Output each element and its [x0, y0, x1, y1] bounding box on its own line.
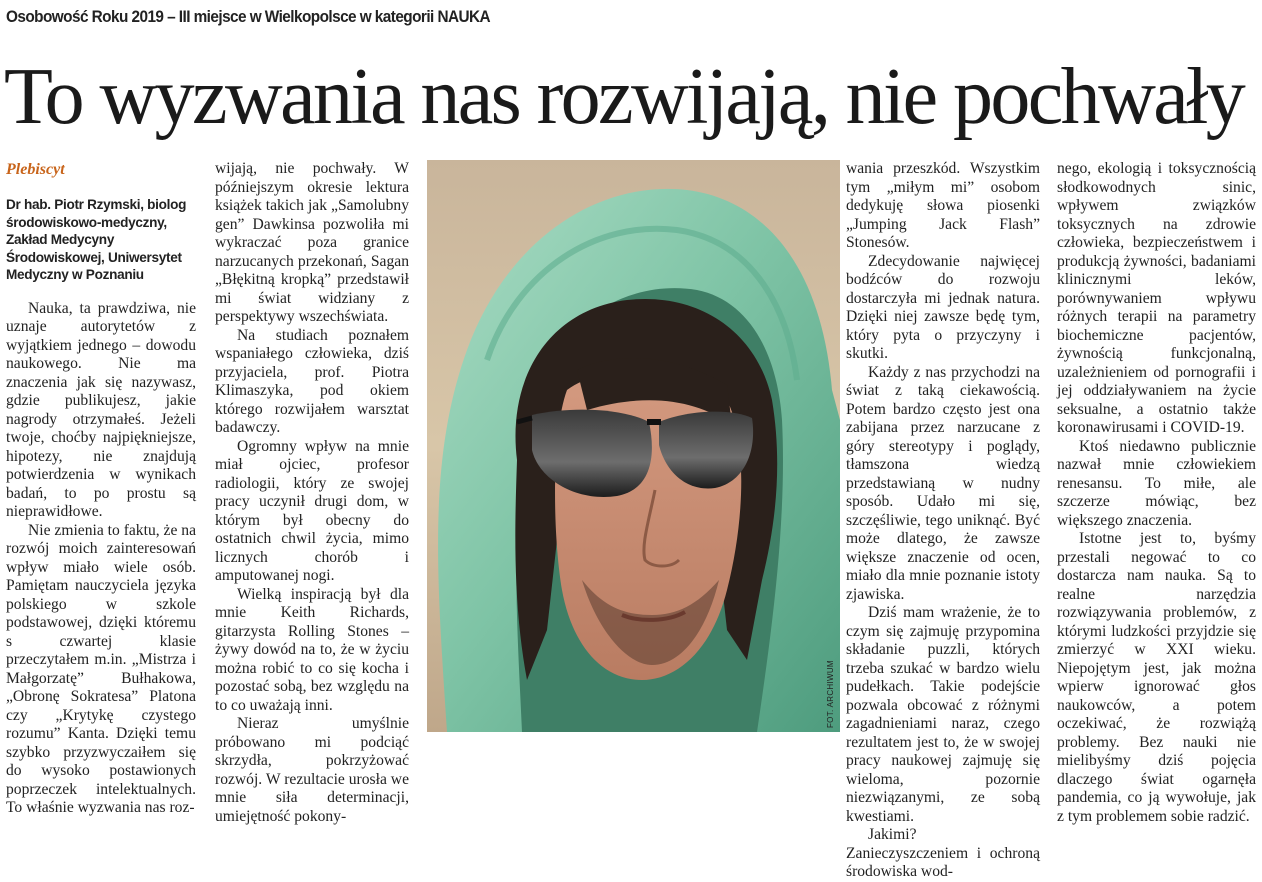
paragraph: Istotne jest to, byśmy przestali negować to co dostarcza nam nauka. Są to realne narzędzia rozwiązywania problemów, z którymi ludzkości przyjdzie się zmierzyć w XXI wieku. Niepojętym jest, jak można wpierw ignorować głos naukowców, a potem oczekiwać, że rozwiążą problemy. Bez nauki nie mielibyśmy dziś pojęcia dlaczego świat ogarnęła pandemia, co ją wywołuje, jak z tym problemem sobie radzić. [1057, 530, 1256, 825]
paragraph: Ogromny wpływ na mnie miał ojciec, profesor radiologii, który ze swojej pracy uczynił drugi dom, w którym był obecny do ostatnich chwil życia, mimo licznych chorób i amputowanej nogi. [215, 437, 409, 584]
portrait-photo [427, 160, 840, 732]
kicker-line: Osobowość Roku 2019 – III miejsce w Wielkopolsce w kategorii NAUKA [6, 8, 491, 26]
paragraph: Zdecydowanie najwięcej bodźców do rozwoju dostarczyła mi jednak natura. Dzięki niej zawsze będę tym, który pyta o przyczyny i skutki. [846, 252, 1040, 362]
paragraph: Każdy z nas przychodzi na świat z taką ciekawością. Potem bardzo często jest ona zabijana przez narzucane z góry stereotypy i poglądy, tłamszona wiedzą przedstawianą w nudny sposób. Udało mi się, szczęśliwie, tego uniknąć. Być może dlatego, że zawsze większe znaczenie od ocen, miało dla mnie poznanie istoty zjawiska. [846, 363, 1040, 603]
paragraph: wijają, nie pochwały. W późniejszym okresie lektura książek takich jak „Samolubny gen” Dawkinsa pozwoliła mi wykraczać poza granice narzucanych przekonań, Sagan „Błękitną kropką” przedstawił mi świat widziany z perspektywy wszechświata. [215, 160, 409, 325]
paragraph: Na studiach poznałem wspaniałego człowieka, dziś przyjaciela, prof. Piotra Klimaszyka, pod okiem którego rozwijałem warsztat badawczy. [215, 326, 409, 436]
author-byline: Dr hab. Piotr Rzymski, biolog środowiskowo-medyczny, Zakład Medycyny Środowiskowej, Uniwersytet Medyczny w Poznaniu [6, 197, 187, 283]
rubric-label: Plebiscyt [6, 161, 65, 178]
paragraph: Nieraz umyślnie próbowano mi podciąć skrzydła, pokrzyżować rozwój. W rezultacie urosła we mnie siła determinacji, umiejętność pokony- [215, 715, 409, 825]
photo-credit: FOT. ARCHIWUM [826, 660, 835, 728]
paragraph: Nauka, ta prawdziwa, nie uznaje autorytetów z wyjątkiem jednego – dowodu naukowego. Nie ma znaczenia jak się nazywasz, gdzie publikujesz, jakie nagrody otrzymałeś. Jeżeli twoje, choćby najpiękniejsze, hipotezy, nie znajdują potwierdzenia w wynikach badań, to po prostu są nieprawidłowe. [6, 299, 196, 521]
paragraph: wania przeszkód. Wszystkim tym „miłym mi” osobom dedykuję słowa piosenki „Jumping Jack Flash” Stonesów. [846, 160, 1040, 251]
paragraph: Ktoś niedawno publicznie nazwał mnie człowiekiem renesansu. To miłe, ale szczerze mówiąc, bez większego znaczenia. [1057, 437, 1256, 529]
paragraph: Dziś mam wrażenie, że to czym się zajmuję przypomina składanie puzzli, których trzeba szukać w bardzo wielu pudełkach. Takie podejście pozwala obcować z różnymi zagadnieniami naraz, czego rezultatem jest to, że w swojej pracy naukowej zajmuję się wieloma, pozornie niezwiązanymi, ze sobą kwestiami. [846, 604, 1040, 825]
article-column-1 [6, 160, 196, 817]
article-column-4 [1057, 160, 1256, 825]
paragraph: nego, ekologią i toksycznością słodkowodnych sinic, wpływem związków toksycznych na zdrowie człowieka, bezpieczeństwem i produkcją żywności, badaniami klinicznymi leków, porównywaniem wpływu różnych terapii na parametry biochemiczne pacjentów, żywnością funkcjonalną, uzależnieniem od pornografii i jej oddziaływaniem na życie seksualne, a ostatnio także koronawirusami i COVID-19. [1057, 160, 1256, 436]
portrait-illustration [427, 160, 840, 732]
article-column-2 [215, 160, 409, 825]
paragraph: Nie zmienia to faktu, że na rozwój moich zainteresowań wpływ miało wiele osób. Pamiętam nauczyciela języka polskiego w szkole podstawowej, dzięki któremu s czwartej klasie przeczytałem m.in. „Mistrza i Małgorzatę” Bułhakowa, „Obronę Sokratesa” Platona czy „Krytykę czystego rozumu” Kanta. Dzięki temu szybko przyzwyczaiłem się do wysoko postawionych poprzeczek intelektualnych. To właśnie wyzwania nas roz- [6, 521, 196, 817]
paragraph: Jakimi? Zanieczyszczeniem i ochroną środowiska wod- [846, 826, 1040, 880]
paragraph: Wielką inspiracją był dla mnie Keith Richards, gitarzysta Rolling Stones – żywy dowód na to, że w życiu można robić to co się kocha i pozostać sobą, bez względu na to co uważają inni. [215, 585, 409, 714]
article-column-3 [846, 160, 1040, 880]
headline: To wyzwania nas rozwijają, nie pochwały [4, 53, 1244, 141]
